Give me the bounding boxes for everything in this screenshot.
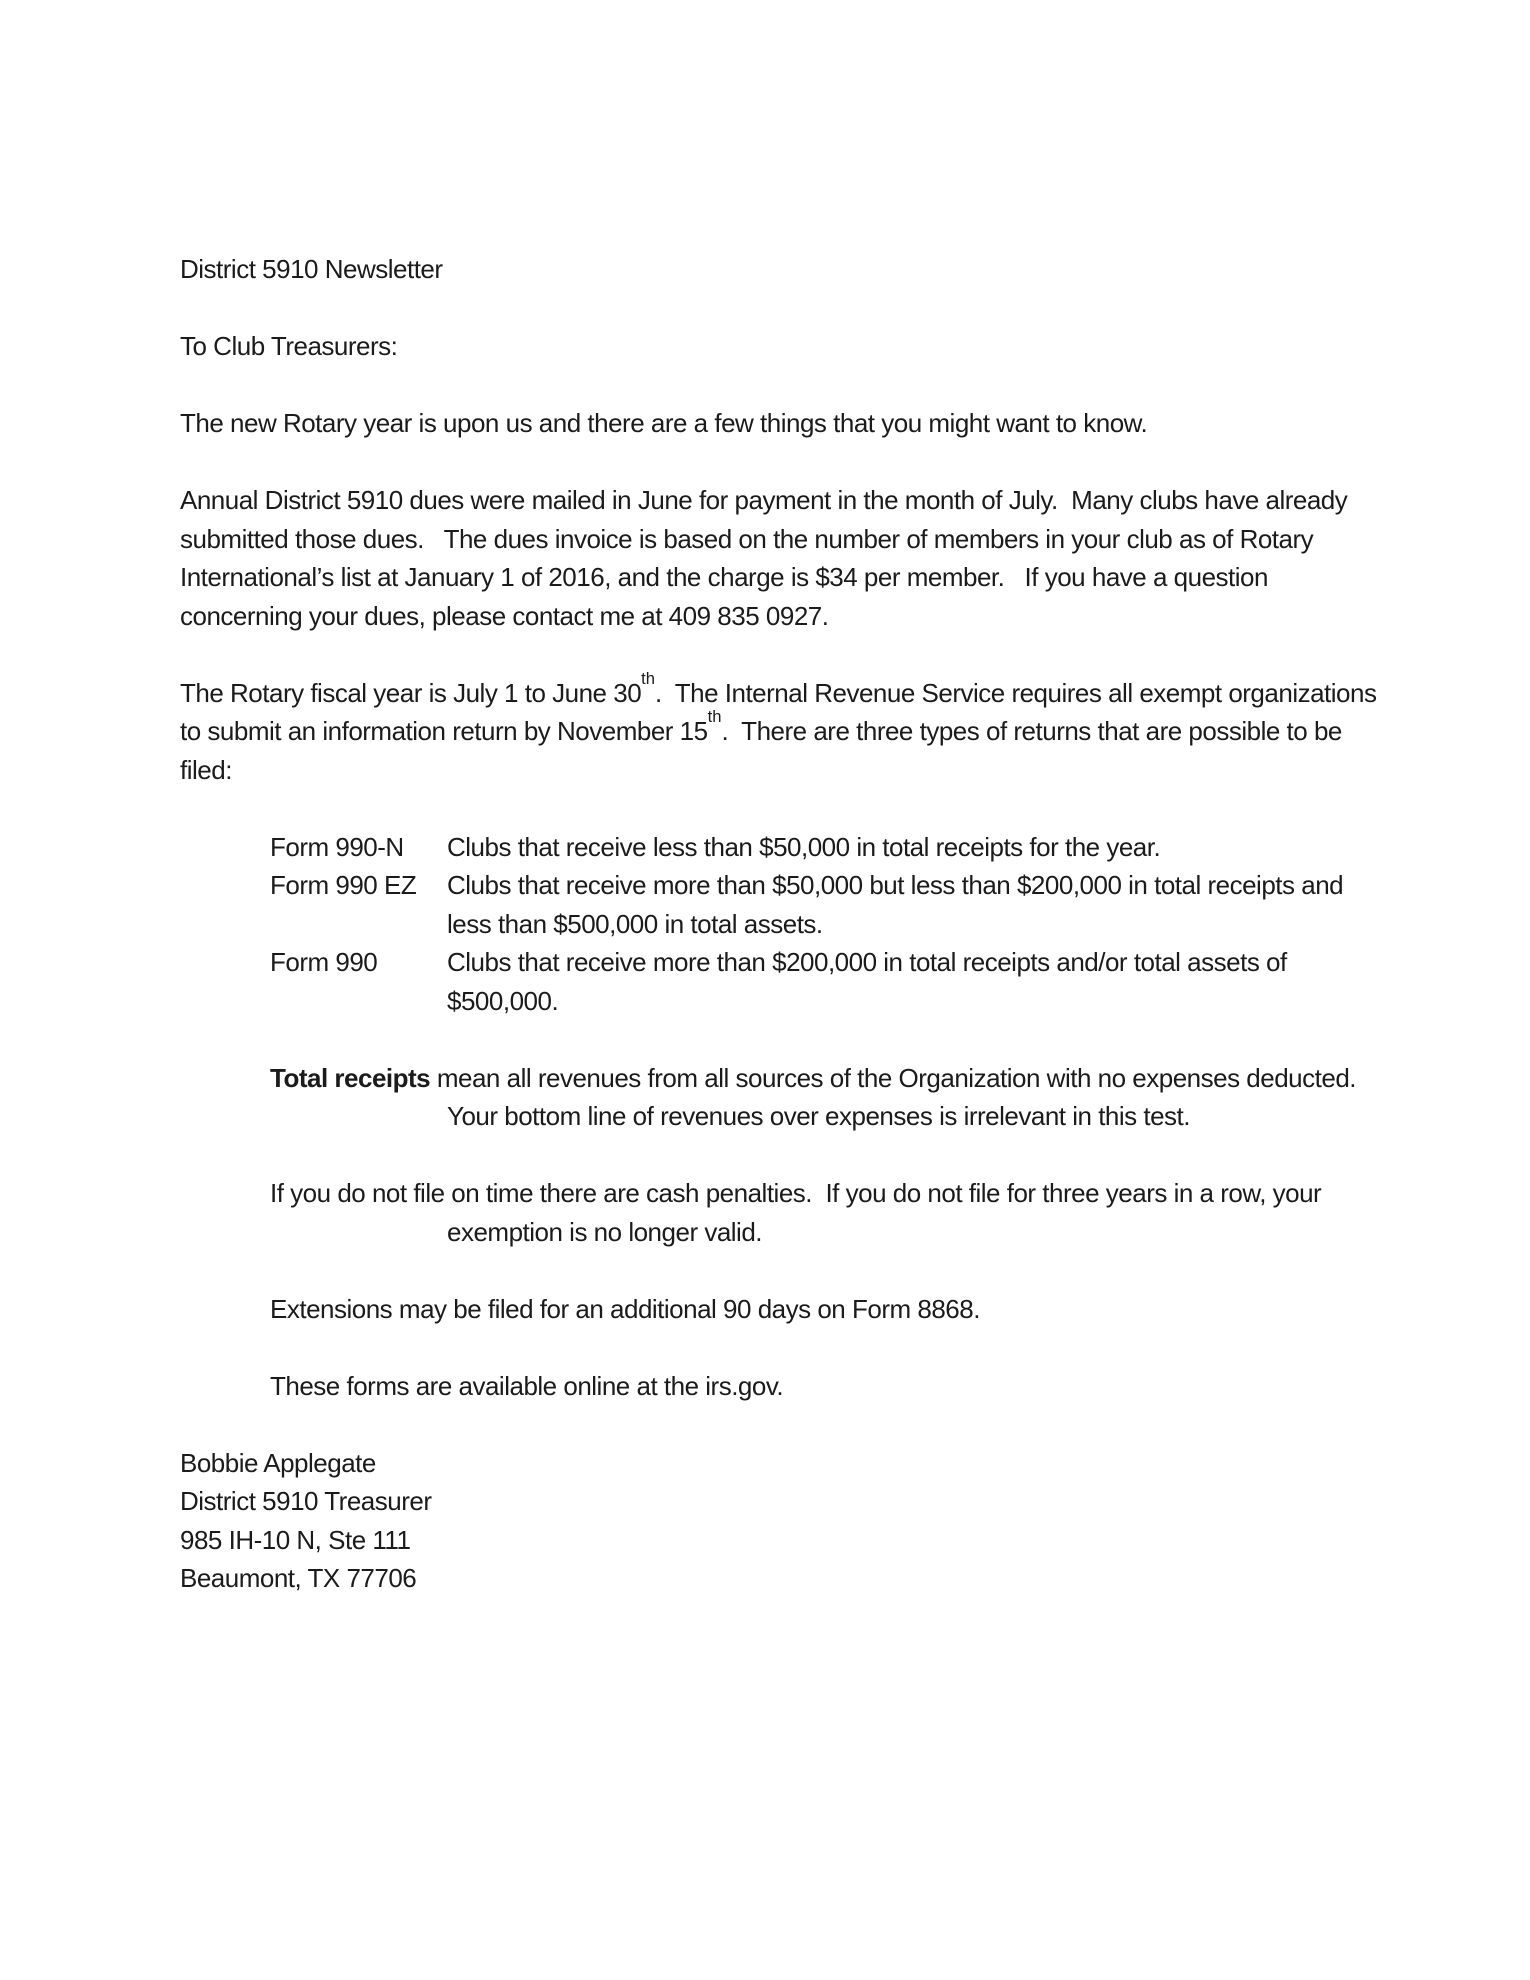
form-description: Clubs that receive more than $50,000 but less than $200,000 in total receipts and less than $500,000 in total assets.: [447, 870, 1350, 939]
signature-title: District 5910 Treasurer: [180, 1486, 432, 1516]
fiscal-text-post: . There are three types of returns that are possible to be filed:: [180, 716, 1349, 785]
form-description: Clubs that receive less than $50,000 in total receipts for the year.: [447, 831, 1161, 862]
paragraph-penalties: If you do not file on time there are cash penalties. If you do not file for three years in a row, your exemption is no longer valid.: [270, 1178, 1328, 1247]
paragraph-intro: The new Rotary year is upon us and there are a few things that you might want to know.: [180, 408, 1148, 438]
fiscal-text-pre: The Rotary fiscal year is July 1 to June 30: [180, 677, 642, 708]
signature-address-line1: 985 IH-10 N, Ste 111: [180, 1524, 411, 1555]
ordinal-superscript: th: [707, 707, 722, 727]
form-description: Clubs that receive more than $200,000 in total receipts and/or total assets of $500,000.: [447, 947, 1294, 1016]
fiscal-text-mid: . The Internal Revenue Service requires all exempt organizations to submit an information return by November 15: [180, 677, 1384, 746]
paragraph-availability: These forms are available online at the irs.gov.: [270, 1370, 784, 1401]
ordinal-superscript: th: [641, 668, 656, 688]
form-name: Form 990: [270, 947, 378, 977]
form-name: Form 990 EZ: [270, 870, 417, 900]
paragraph-dues: Annual District 5910 dues were mailed in June for payment in the month of July. Many clubs have already submitted those dues. The dues invoice is based on the number of members in your club as of Rotary International’s list at January 1 of 2016, and the charge is $34 per member. If you have a question concerning your dues, please contact me at 409 835 0927.: [180, 485, 1355, 631]
signature-address-line2: Beaumont, TX 77706: [180, 1563, 417, 1593]
paragraph-fiscal-year: [180, 668, 1390, 790]
form-name: Form 990-N: [270, 831, 404, 862]
signature-name: Bobbie Applegate: [180, 1447, 376, 1478]
total-receipts-term: Total receipts: [270, 1062, 431, 1093]
total-receipts-text: mean all revenues from all sources of the Organization with no expenses deducted. Your bottom line of revenues over expenses is irrelevant in this test.: [430, 1062, 1369, 1131]
paragraph-extensions: Extensions may be filed for an additional 90 days on Form 8868.: [270, 1293, 980, 1324]
paragraph-total-receipts: [270, 1059, 1390, 1136]
salutation: To Club Treasurers:: [180, 331, 398, 361]
signature-block: [180, 1444, 1390, 1598]
letter-content: [180, 250, 1390, 1598]
form-types-list: [270, 828, 1390, 1021]
letter-title: District 5910 Newsletter: [180, 254, 443, 284]
